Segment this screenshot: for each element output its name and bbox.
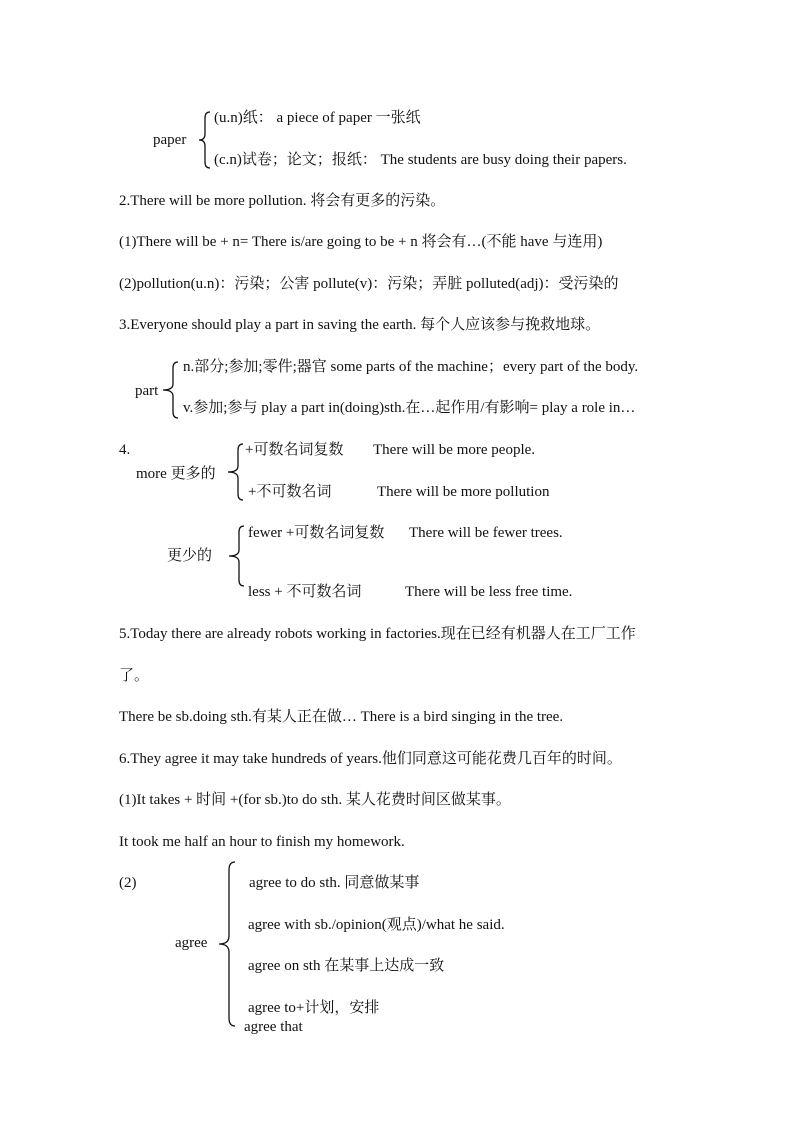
- agree-item-2: agree with sb./opinion(观点)/what he said.: [248, 917, 505, 933]
- less-head: 更少的: [167, 548, 213, 564]
- paper-item-1: (u.n)纸： a piece of paper 一张纸: [214, 110, 421, 126]
- paper-head: paper: [153, 132, 187, 148]
- paper-brace: [196, 110, 212, 170]
- more-rule-1: +可数名词复数: [245, 442, 344, 458]
- agree-head: agree: [175, 935, 208, 951]
- part-brace: [160, 360, 180, 420]
- paper-item-2: (c.n)试卷；论文；报纸： The students are busy doing their papers.: [214, 152, 627, 168]
- agree-item-4: agree to+计划，安排: [248, 1000, 380, 1016]
- item5-title-line1: 5.Today there are already robots working in factories.现在已经有机器人在工厂工作: [119, 626, 636, 642]
- more-brace: [225, 442, 245, 502]
- agree-item-5: agree that: [244, 1019, 303, 1035]
- agree-item-3: agree on sth 在某事上达成一致: [248, 958, 445, 974]
- less-example-2: There will be less free time.: [405, 584, 573, 600]
- item3-title: 3.Everyone should play a part in saving the earth. 每个人应该参与挽救地球。: [119, 317, 601, 333]
- less-example-1: There will be fewer trees.: [409, 525, 563, 541]
- item2-sub2: (2)pollution(u.n)：污染；公害 pollute(v)：污染；弄脏 polluted(adj)：受污染的: [119, 276, 619, 292]
- less-rule-2: less + 不可数名词: [248, 584, 362, 600]
- agree-brace: [215, 860, 237, 1030]
- more-rule-2: +不可数名词: [248, 484, 332, 500]
- item6-example: It took me half an hour to finish my homework.: [119, 834, 405, 850]
- more-example-2: There will be more pollution: [377, 484, 550, 500]
- less-brace: [226, 524, 246, 588]
- item4-number: 4.: [119, 442, 131, 458]
- agree-item-1: agree to do sth. 同意做某事: [249, 875, 420, 891]
- item5-note: There be sb.doing sth.有某人正在做… There is a bird singing in the tree.: [119, 709, 564, 725]
- item6-sub2-label: (2): [119, 875, 137, 891]
- part-item-1: n.部分;参加;零件;器官 some parts of the machine；every part of the body.: [183, 359, 639, 375]
- item2-sub1: (1)There will be + n= There is/are going to be + n 将会有…(不能 have 与连用): [119, 234, 603, 250]
- part-head: part: [135, 383, 159, 399]
- item6-title: 6.They agree it may take hundreds of years.他们同意这可能花费几百年的时间。: [119, 751, 622, 767]
- more-example-1: There will be more people.: [373, 442, 536, 458]
- item6-sub1: (1)It takes + 时间 +(for sb.)to do sth. 某人花费时间区做某事。: [119, 792, 511, 808]
- item5-title-line2: 了。: [119, 668, 150, 684]
- item2-title: 2.There will be more pollution. 将会有更多的污染。: [119, 193, 446, 209]
- less-rule-1: fewer +可数名词复数: [248, 525, 385, 541]
- more-head: more 更多的: [136, 466, 216, 482]
- part-item-2: v.参加;参与 play a part in(doing)sth.在…起作用/有影响= play a role in…: [183, 400, 636, 416]
